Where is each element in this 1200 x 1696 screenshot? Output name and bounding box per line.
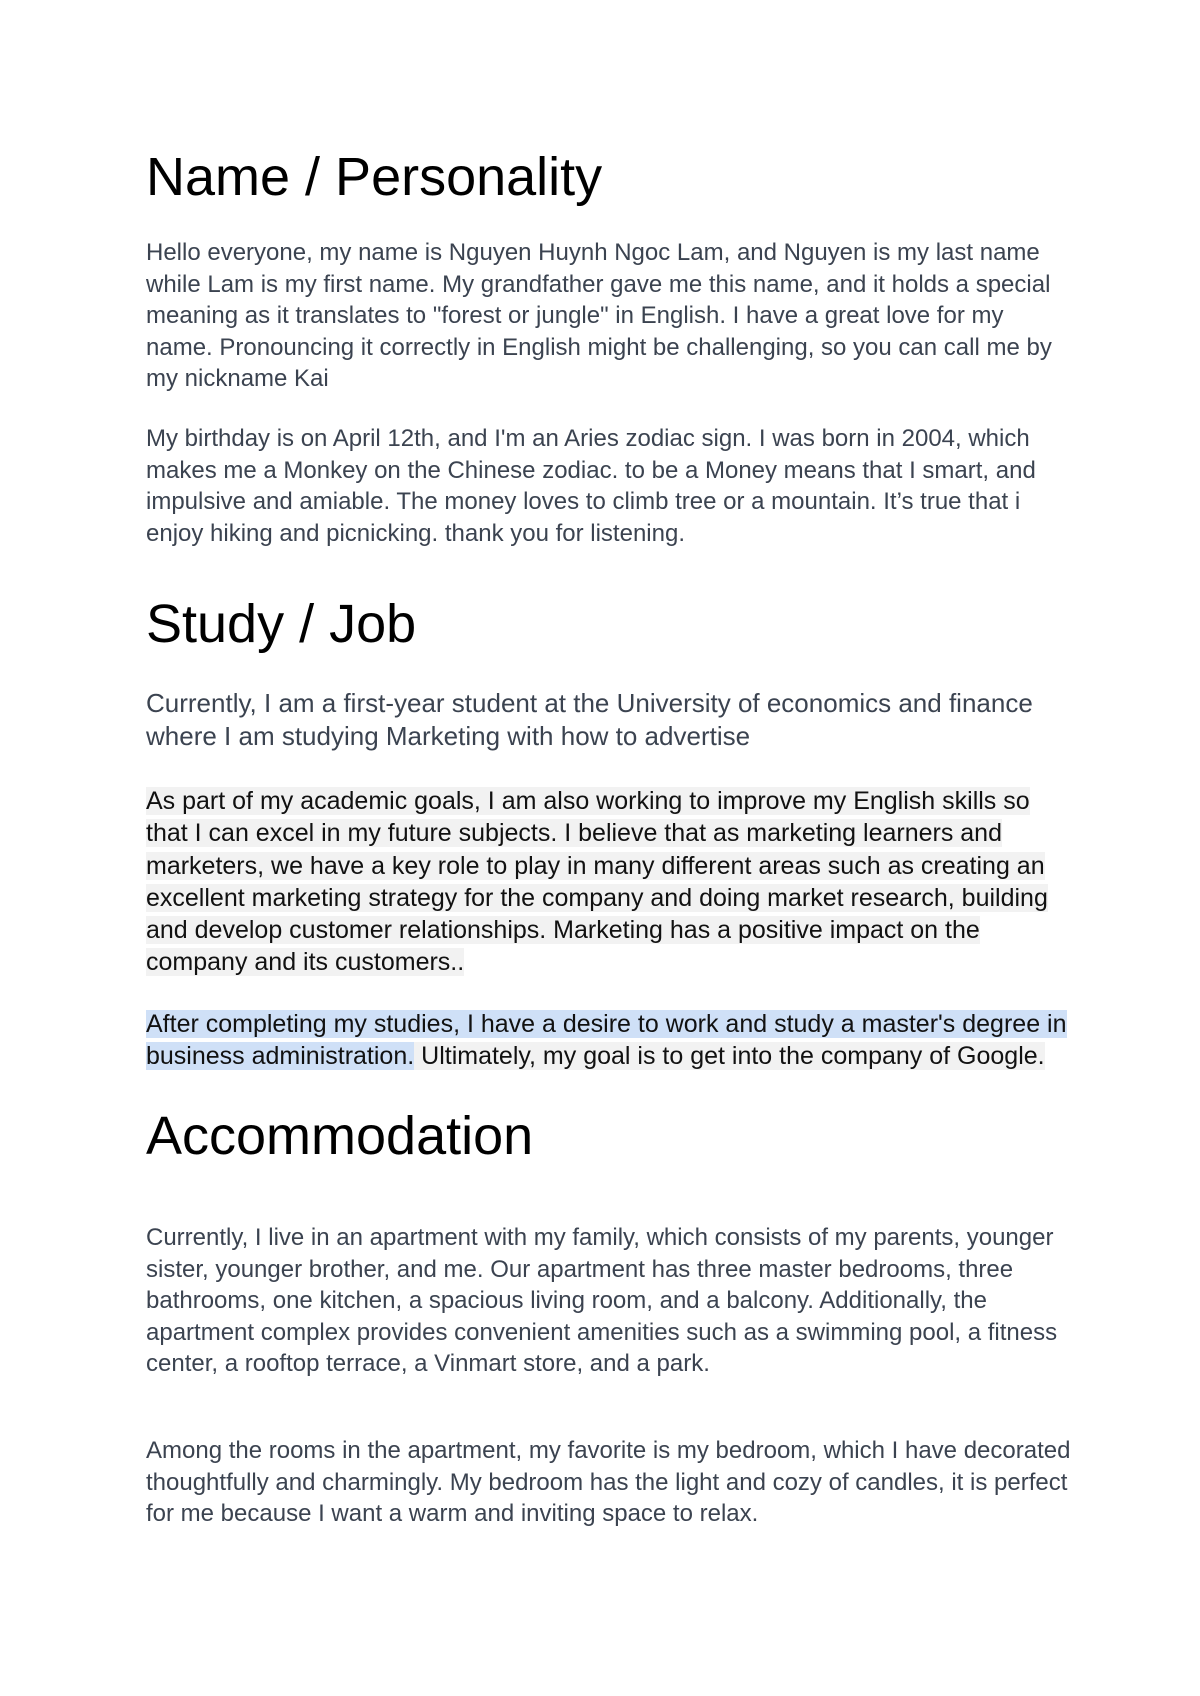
paragraph-name-intro: Hello everyone, my name is Nguyen Huynh Ngoc Lam, and Nguyen is my last name while Lam is my first name. My grandfather gave me this name, and it holds a special meaning as it translates to "forest or jungle" in English. I have a great love for my name. Pronouncing it correctly in English might be challenging, so you can call me by my nickname Kai	[146, 239, 1052, 392]
shaded-text: Ultimately, my goal is to get into the company of Google.	[414, 1042, 1045, 1071]
shaded-text: As part of my academic goals, I am also working to improve my English skills so that I can excel in my future subjects. I believe that as marketing learners and marketers, we have a key role to play in many different areas such as creating an excellent marketing strategy for the company and doing market research, building and develop customer relationships. Marketing has a positive impact on the company and its customers..	[146, 787, 1048, 977]
paragraph-bedroom: Among the rooms in the apartment, my favorite is my bedroom, which I have decorated thoughtfully and charmingly. My bedroom has the light and cozy of candles, it is perfect for me because I want a warm and inviting space to relax.	[146, 1437, 1071, 1527]
paragraph-birthday-zodiac: My birthday is on April 12th, and I'm an Aries zodiac sign. I was born in 2004, which makes me a Monkey on the Chinese zodiac. to be a Money means that I smart, and impulsive and amiable. The money loves to climb tree or a mountain. It’s true that i enjoy hiking and picnicking. thank you for listening.	[146, 425, 1036, 547]
paragraph-current-study: Currently, I am a first-year student at the University of economics and finance where I am studying Marketing with how to advertise	[146, 688, 1033, 751]
paragraph-academic-goals	[146, 785, 1076, 979]
selected-text[interactable]: After completing my studies, I have a desire to work and study a master's degree in business administration.	[146, 1010, 1067, 1071]
heading-study-job: Study / Job	[146, 594, 417, 654]
paragraph-apartment: Currently, I live in an apartment with my family, which consists of my parents, younger sister, younger brother, and me. Our apartment has three master bedrooms, three bathrooms, one kitchen, a spacious living room, and a balcony. Additionally, the apartment complex provides convenient amenities such as a swimming pool, a fitness center, a rooftop terrace, a Vinmart store, and a park.	[146, 1224, 1058, 1377]
heading-accommodation: Accommodation	[146, 1106, 534, 1166]
paragraph-future-plans	[146, 1008, 1076, 1073]
heading-name-personality: Name / Personality	[146, 147, 603, 207]
